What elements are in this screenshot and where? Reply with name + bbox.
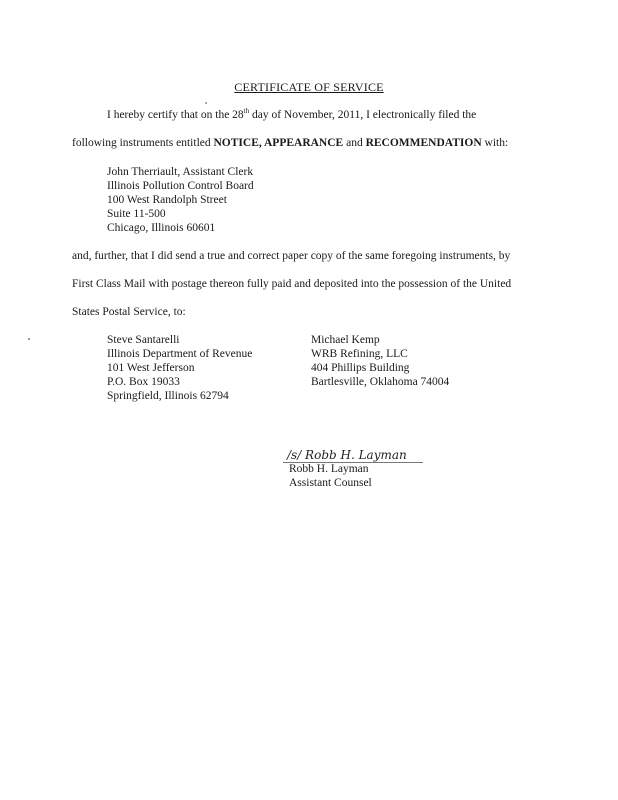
signer-role: Assistant Counsel (289, 477, 372, 489)
signer-name: Robb H. Layman (289, 463, 369, 475)
filing-recipient-address: John Therriault, Assistant Clerk Illinois Pollution Control Board 100 West Randolph Street Suite 11-500 Chicago, Illinois 60601 (107, 166, 254, 234)
scan-speck (205, 102, 207, 104)
addressee-left: Steve Santarelli Illinois Department of Revenue 101 West Jefferson P.O. Box 19033 Springfield, Illinois 62794 (107, 334, 253, 402)
service-line-2: First Class Mail with postage thereon fully paid and deposited into the possession of the United (72, 278, 512, 290)
svg-text:/s/ Robb H. Layman: /s/ Robb H. Layman (287, 448, 407, 462)
service-line-3: States Postal Service, to: (72, 306, 186, 318)
addressee-right: Michael Kemp WRB Refining, LLC 404 Phillips Building Bartlesville, Oklahoma 74004 (311, 334, 450, 388)
document-title: CERTIFICATE OF SERVICE (234, 80, 384, 94)
certification-line-2: following instruments entitled NOTICE, APPEARANCE and RECOMMENDATION with: (72, 137, 509, 149)
service-line-1: and, further, that I did send a true and correct paper copy of the same foregoing instruments, by (72, 250, 511, 262)
certification-line-1: I hereby certify that on the 28th day of November, 2011, I electronically filed the (107, 107, 477, 121)
margin-mark (28, 338, 30, 340)
signer-block (289, 462, 372, 490)
